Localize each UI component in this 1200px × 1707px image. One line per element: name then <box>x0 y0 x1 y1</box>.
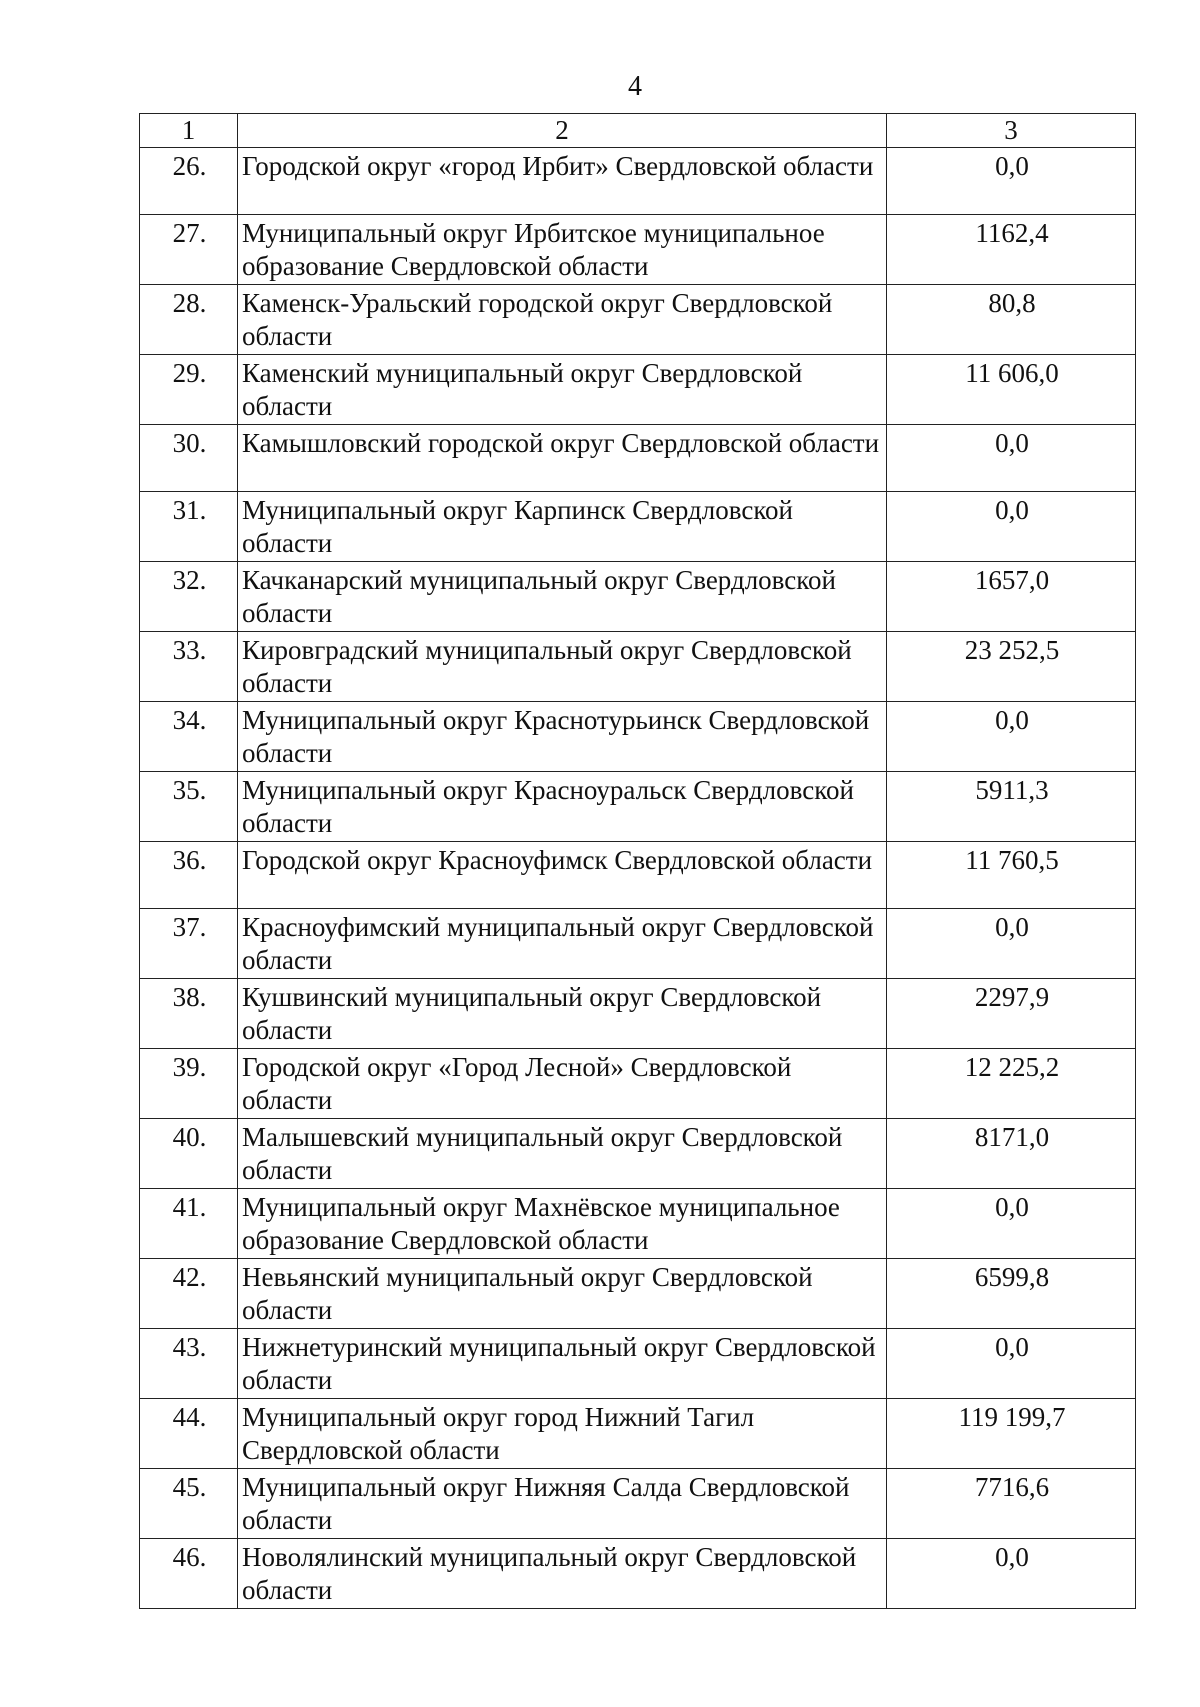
table-row <box>140 285 1136 355</box>
amount-cell: 23 252,5 <box>887 632 1136 702</box>
municipality-name-cell: Муниципальный округ Нижняя Салда Свердловской области <box>238 1469 887 1539</box>
row-number-cell: 29. <box>140 355 238 425</box>
municipality-name-cell: Каменский муниципальный округ Свердловской области <box>238 355 887 425</box>
municipality-name-cell: Новолялинский муниципальный округ Свердловской области <box>238 1539 887 1609</box>
municipality-name-cell: Невьянский муниципальный округ Свердловской области <box>238 1259 887 1329</box>
municipality-name-cell: Камышловский городской округ Свердловской области <box>238 425 887 492</box>
table-row <box>140 492 1136 562</box>
table-row <box>140 1539 1136 1609</box>
table-row <box>140 215 1136 285</box>
table-row <box>140 632 1136 702</box>
row-number-cell: 28. <box>140 285 238 355</box>
row-number-cell: 38. <box>140 979 238 1049</box>
amount-cell: 0,0 <box>887 702 1136 772</box>
amount-cell: 7716,6 <box>887 1469 1136 1539</box>
table-row <box>140 148 1136 215</box>
row-number-cell: 35. <box>140 772 238 842</box>
row-number-cell: 37. <box>140 909 238 979</box>
table-row <box>140 979 1136 1049</box>
table-row <box>140 1259 1136 1329</box>
table-row <box>140 425 1136 492</box>
municipality-name-cell: Городской округ «город Ирбит» Свердловской области <box>238 148 887 215</box>
row-number-cell: 42. <box>140 1259 238 1329</box>
row-number-cell: 26. <box>140 148 238 215</box>
table-row <box>140 702 1136 772</box>
amount-cell: 8171,0 <box>887 1119 1136 1189</box>
municipality-name-cell: Нижнетуринский муниципальный округ Свердловской области <box>238 1329 887 1399</box>
amount-cell: 11 606,0 <box>887 355 1136 425</box>
amount-cell: 0,0 <box>887 1329 1136 1399</box>
table-row <box>140 1329 1136 1399</box>
amount-cell: 2297,9 <box>887 979 1136 1049</box>
page-number: 4 <box>628 71 642 102</box>
municipality-name-cell: Малышевский муниципальный округ Свердловской области <box>238 1119 887 1189</box>
municipality-name-cell: Кировградский муниципальный округ Свердловской области <box>238 632 887 702</box>
municipality-name-cell: Кушвинский муниципальный округ Свердловской области <box>238 979 887 1049</box>
amount-cell: 0,0 <box>887 1539 1136 1609</box>
row-number-cell: 45. <box>140 1469 238 1539</box>
municipality-name-cell: Городской округ Красноуфимск Свердловской области <box>238 842 887 909</box>
table-row <box>140 909 1136 979</box>
table-row <box>140 1119 1136 1189</box>
municipality-name-cell: Качканарский муниципальный округ Свердловской области <box>238 562 887 632</box>
row-number-cell: 36. <box>140 842 238 909</box>
amount-cell: 1657,0 <box>887 562 1136 632</box>
row-number-cell: 33. <box>140 632 238 702</box>
row-number-cell: 34. <box>140 702 238 772</box>
amount-cell: 5911,3 <box>887 772 1136 842</box>
amount-cell: 0,0 <box>887 909 1136 979</box>
row-number-cell: 32. <box>140 562 238 632</box>
municipality-name-cell: Муниципальный округ Карпинск Свердловской области <box>238 492 887 562</box>
municipality-name-cell: Муниципальный округ город Нижний Тагил Свердловской области <box>238 1399 887 1469</box>
amount-cell: 80,8 <box>887 285 1136 355</box>
row-number-cell: 39. <box>140 1049 238 1119</box>
row-number-cell: 46. <box>140 1539 238 1609</box>
amount-cell: 0,0 <box>887 148 1136 215</box>
table-row <box>140 842 1136 909</box>
table-row <box>140 1189 1136 1259</box>
table-row <box>140 355 1136 425</box>
table-row <box>140 1469 1136 1539</box>
row-number-cell: 41. <box>140 1189 238 1259</box>
amount-cell: 12 225,2 <box>887 1049 1136 1119</box>
table-row <box>140 772 1136 842</box>
row-number-cell: 40. <box>140 1119 238 1189</box>
amount-cell: 11 760,5 <box>887 842 1136 909</box>
amount-cell: 1162,4 <box>887 215 1136 285</box>
table-body <box>140 114 1136 1609</box>
table-header-row <box>140 114 1136 148</box>
row-number-cell: 44. <box>140 1399 238 1469</box>
column-header-1: 1 <box>140 114 238 148</box>
amount-cell: 119 199,7 <box>887 1399 1136 1469</box>
municipality-name-cell: Муниципальный округ Махнёвское муниципальное образование Свердловской области <box>238 1189 887 1259</box>
table-row <box>140 1399 1136 1469</box>
column-header-2: 2 <box>238 114 887 148</box>
municipal-table <box>139 113 1136 1609</box>
municipality-name-cell: Красноуфимский муниципальный округ Свердловской области <box>238 909 887 979</box>
table-row <box>140 1049 1136 1119</box>
municipality-name-cell: Городской округ «Город Лесной» Свердловской области <box>238 1049 887 1119</box>
row-number-cell: 43. <box>140 1329 238 1399</box>
amount-cell: 0,0 <box>887 1189 1136 1259</box>
municipality-name-cell: Муниципальный округ Краснотурьинск Свердловской области <box>238 702 887 772</box>
municipality-name-cell: Каменск-Уральский городской округ Свердловской области <box>238 285 887 355</box>
row-number-cell: 27. <box>140 215 238 285</box>
amount-cell: 0,0 <box>887 425 1136 492</box>
row-number-cell: 30. <box>140 425 238 492</box>
amount-cell: 0,0 <box>887 492 1136 562</box>
row-number-cell: 31. <box>140 492 238 562</box>
column-header-3: 3 <box>887 114 1136 148</box>
amount-cell: 6599,8 <box>887 1259 1136 1329</box>
table-row <box>140 562 1136 632</box>
municipality-name-cell: Муниципальный округ Ирбитское муниципальное образование Свердловской области <box>238 215 887 285</box>
municipality-name-cell: Муниципальный округ Красноуральск Свердловской области <box>238 772 887 842</box>
